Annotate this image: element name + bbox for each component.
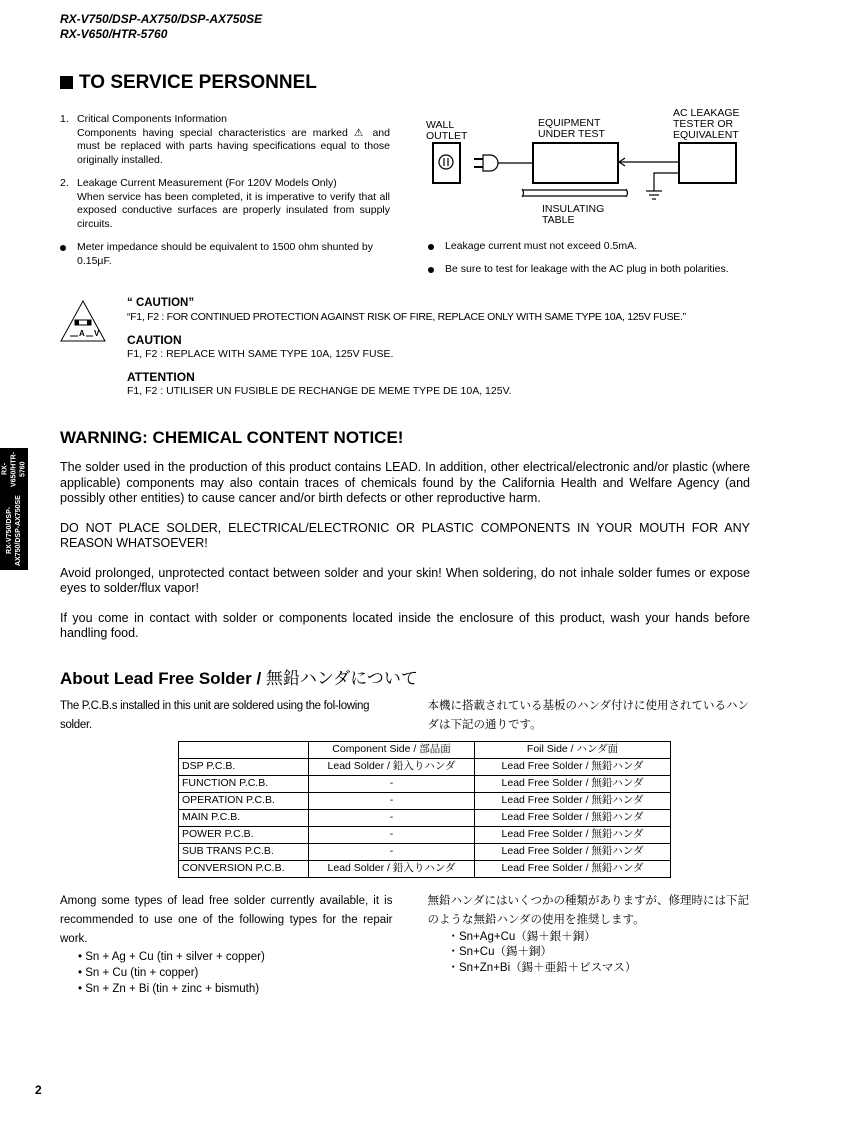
socket-icon [439,155,453,169]
fuse-v-label: V [94,329,100,338]
warning-title: WARNING: CHEMICAL CONTENT NOTICE! [60,428,404,447]
label-wall-outlet: WALL OUTLET [426,119,468,142]
label-insulating-table: INSULATING TABLE [542,203,605,226]
caution-text: F1, F2 : REPLACE WITH SAME TYPE 10A, 125V FUSE. [127,348,394,360]
table-cell: Lead Free Solder / 無鉛ハンダ [475,758,671,775]
bullet-text: Leakage current must not exceed 0.5mA. [445,240,638,252]
side-tab-line2: RX-V650/HTR-5760 [1,451,27,487]
table-cell: Lead Solder / 鉛入りハンダ [309,758,475,775]
label-equipment: EQUIPMENT UNDER TEST [538,117,605,140]
warning-paragraph: The solder used in the production of this product contains LEAD. In addition, other electrical/electronic and/or plastic (where applicable) components may also contain traces of chemicals found by the California Health and Welfare Agency (and possibly other entities) to cause cancer and/or birth defects or other reproductive harm. [60,460,750,505]
service-item-2 [60,177,390,231]
page-number: 2 [35,1083,42,1097]
lead-free-title [60,664,760,689]
warning-paragraph: DO NOT PLACE SOLDER, ELECTRICAL/ELECTRONIC OR PLASTIC COMPONENTS IN YOUR MOUTH FOR ANY REASON WHATSOEVER! [60,520,750,550]
intro-en: The P.C.B.s installed in this unit are soldered using the fol-lowing solder. [60,699,370,731]
item-number: 1. [60,113,69,125]
leakage-bullets [428,240,738,276]
table-cell: POWER P.C.B. [179,826,309,843]
header-cell [179,741,309,758]
table-cell: DSP P.C.B. [179,758,309,775]
table-row [179,792,671,809]
intro-jp: 本機に搭載されている基板のハンダ付けに使用されているハンダは下記の通りです。 [427,699,750,731]
list-item: ・Sn+Cu（錫＋銅） [447,946,552,958]
bullet-icon [60,245,66,251]
table-row [179,809,671,826]
tester-box [679,143,736,183]
caution-title: CAUTION [127,333,182,347]
attention-text: F1, F2 : UTILISER UN FUSIBLE DE RECHANGE DE MEME TYPE DE 10A, 125V. [127,384,512,397]
table-cell: OPERATION P.C.B. [179,792,309,809]
table-cell: Lead Free Solder / 無鉛ハンダ [475,843,671,860]
list-item: • Sn + Zn + Bi (tin + zinc + bismuth) [78,982,260,995]
table-cell: SUB TRANS P.C.B. [179,843,309,860]
bullet-icon [428,244,434,250]
recommend-jp-list [448,930,761,977]
intro-columns [60,697,760,735]
recommend-jp: 無鉛ハンダにはいくつかの種類がありますが、修理時には下記のような無鉛ハンダの使用を推奨します。 [427,894,750,926]
service-title-text: TO SERVICE PERSONNEL [79,72,317,93]
header-cell: Foil Side / ハンダ面 [475,741,671,758]
list-item: • Sn + Ag + Cu (tin + silver + copper) [78,950,265,963]
table-row [179,826,671,843]
caution-block [127,297,827,398]
caution-quote-text: “F1, F2 : FOR CONTINUED PROTECTION AGAINST RISK OF FIRE, REPLACE ONLY WITH SAME TYPE 10A, 125V FUSE.” [127,310,686,323]
table-cell: - [309,775,475,792]
meter-bullet [60,241,390,268]
table-cell: CONVERSION P.C.B. [179,860,309,877]
leakage-bullet-1 [428,240,738,254]
list-item: • Sn + Cu (tin + copper) [78,966,199,979]
insulating-table-icon [522,189,628,197]
table-cell: Lead Free Solder / 無鉛ハンダ [475,775,671,792]
label-tester: AC LEAKAGE TESTER OR EQUIVALENT [673,107,740,141]
caution-quote-title: “ CAUTION” [127,297,195,309]
table-cell: MAIN P.C.B. [179,809,309,826]
fuse-warning-icon [58,298,108,344]
service-title [60,72,317,94]
lower-flow [60,428,760,997]
wall-outlet-icon [433,143,460,183]
side-tab-line1: RX-V750/DSP-AX750/DSP-AX750SE [6,494,22,566]
document-header [60,12,262,42]
table-row [179,758,671,775]
table-row [179,775,671,792]
table-cell: - [309,792,475,809]
table-cell: FUNCTION P.C.B. [179,775,309,792]
item-text: Critical Components Information Components having special characteristics are marked ⚠ and must be replaced with parts having specifications equal to those originally installed. [77,113,390,166]
table-cell: - [309,826,475,843]
table-row [179,860,671,877]
recommend-columns [60,892,760,997]
leakage-test-diagram [400,100,760,230]
bullet-icon [428,267,434,273]
fuse-a-label: A [79,329,85,338]
table-cell: Lead Free Solder / 無鉛ハンダ [475,792,671,809]
table-cell: Lead Free Solder / 無鉛ハンダ [475,860,671,877]
table-cell: Lead Free Solder / 無鉛ハンダ [475,826,671,843]
header-cell: Component Side / 部品面 [309,741,475,758]
warning-paragraph: Avoid prolonged, unprotected contact between solder and your skin! When soldering, do not inhale solder fumes or expose eyes to solder/flux vapor! [60,565,750,595]
service-left-column [60,113,390,268]
square-bullet-icon [60,76,73,89]
table-row [179,843,671,860]
leakage-bullet-2 [428,263,738,277]
lead-free-title-en: About Lead Free Solder / [60,668,266,688]
table-header-row [179,741,671,758]
side-tab [0,448,28,570]
list-item: ・Sn+Ag+Cu（錫＋銀＋銅） [447,930,596,943]
equipment-box [533,143,618,183]
solder-table [178,741,671,878]
table-cell: Lead Free Solder / 無鉛ハンダ [475,809,671,826]
bullet-text: Meter impedance should be equivalent to 1500 ohm shunted by 0.15µF. [77,241,373,267]
model-line-2: RX-V650/HTR-5760 [60,27,168,41]
item-number: 2. [60,177,69,189]
item-text: Leakage Current Measurement (For 120V Models Only) When service has been completed, it is imperative to verify that all exposed conductive surfaces are properly insulated from supply circuits. [77,177,390,230]
table-cell: - [309,809,475,826]
service-item-1 [60,113,390,167]
table-cell: - [309,843,475,860]
table-cell: Lead Solder / 鉛入りハンダ [309,860,475,877]
lead-free-title-jp: 無鉛ハンダについて [265,668,418,688]
warning-paragraph: If you come in contact with solder or components located inside the enclosure of this product, wash your hands before handling food. [60,610,750,640]
plug-icon [483,155,498,171]
recommend-en-list [78,949,393,997]
bullet-text: Be sure to test for leakage with the AC plug in both polarities. [445,262,729,275]
recommend-en: Among some types of lead free solder currently available, it is recommended to use one of the following types for the repair work. [60,894,393,945]
list-item: ・Sn+Zn+Bi（錫＋亜鉛＋ビスマス） [447,961,637,974]
model-line-1: RX-V750/DSP-AX750/DSP-AX750SE [60,12,263,26]
attention-title: ATTENTION [127,369,195,384]
recommend-en-column [60,892,393,997]
recommend-jp-column [428,892,761,997]
